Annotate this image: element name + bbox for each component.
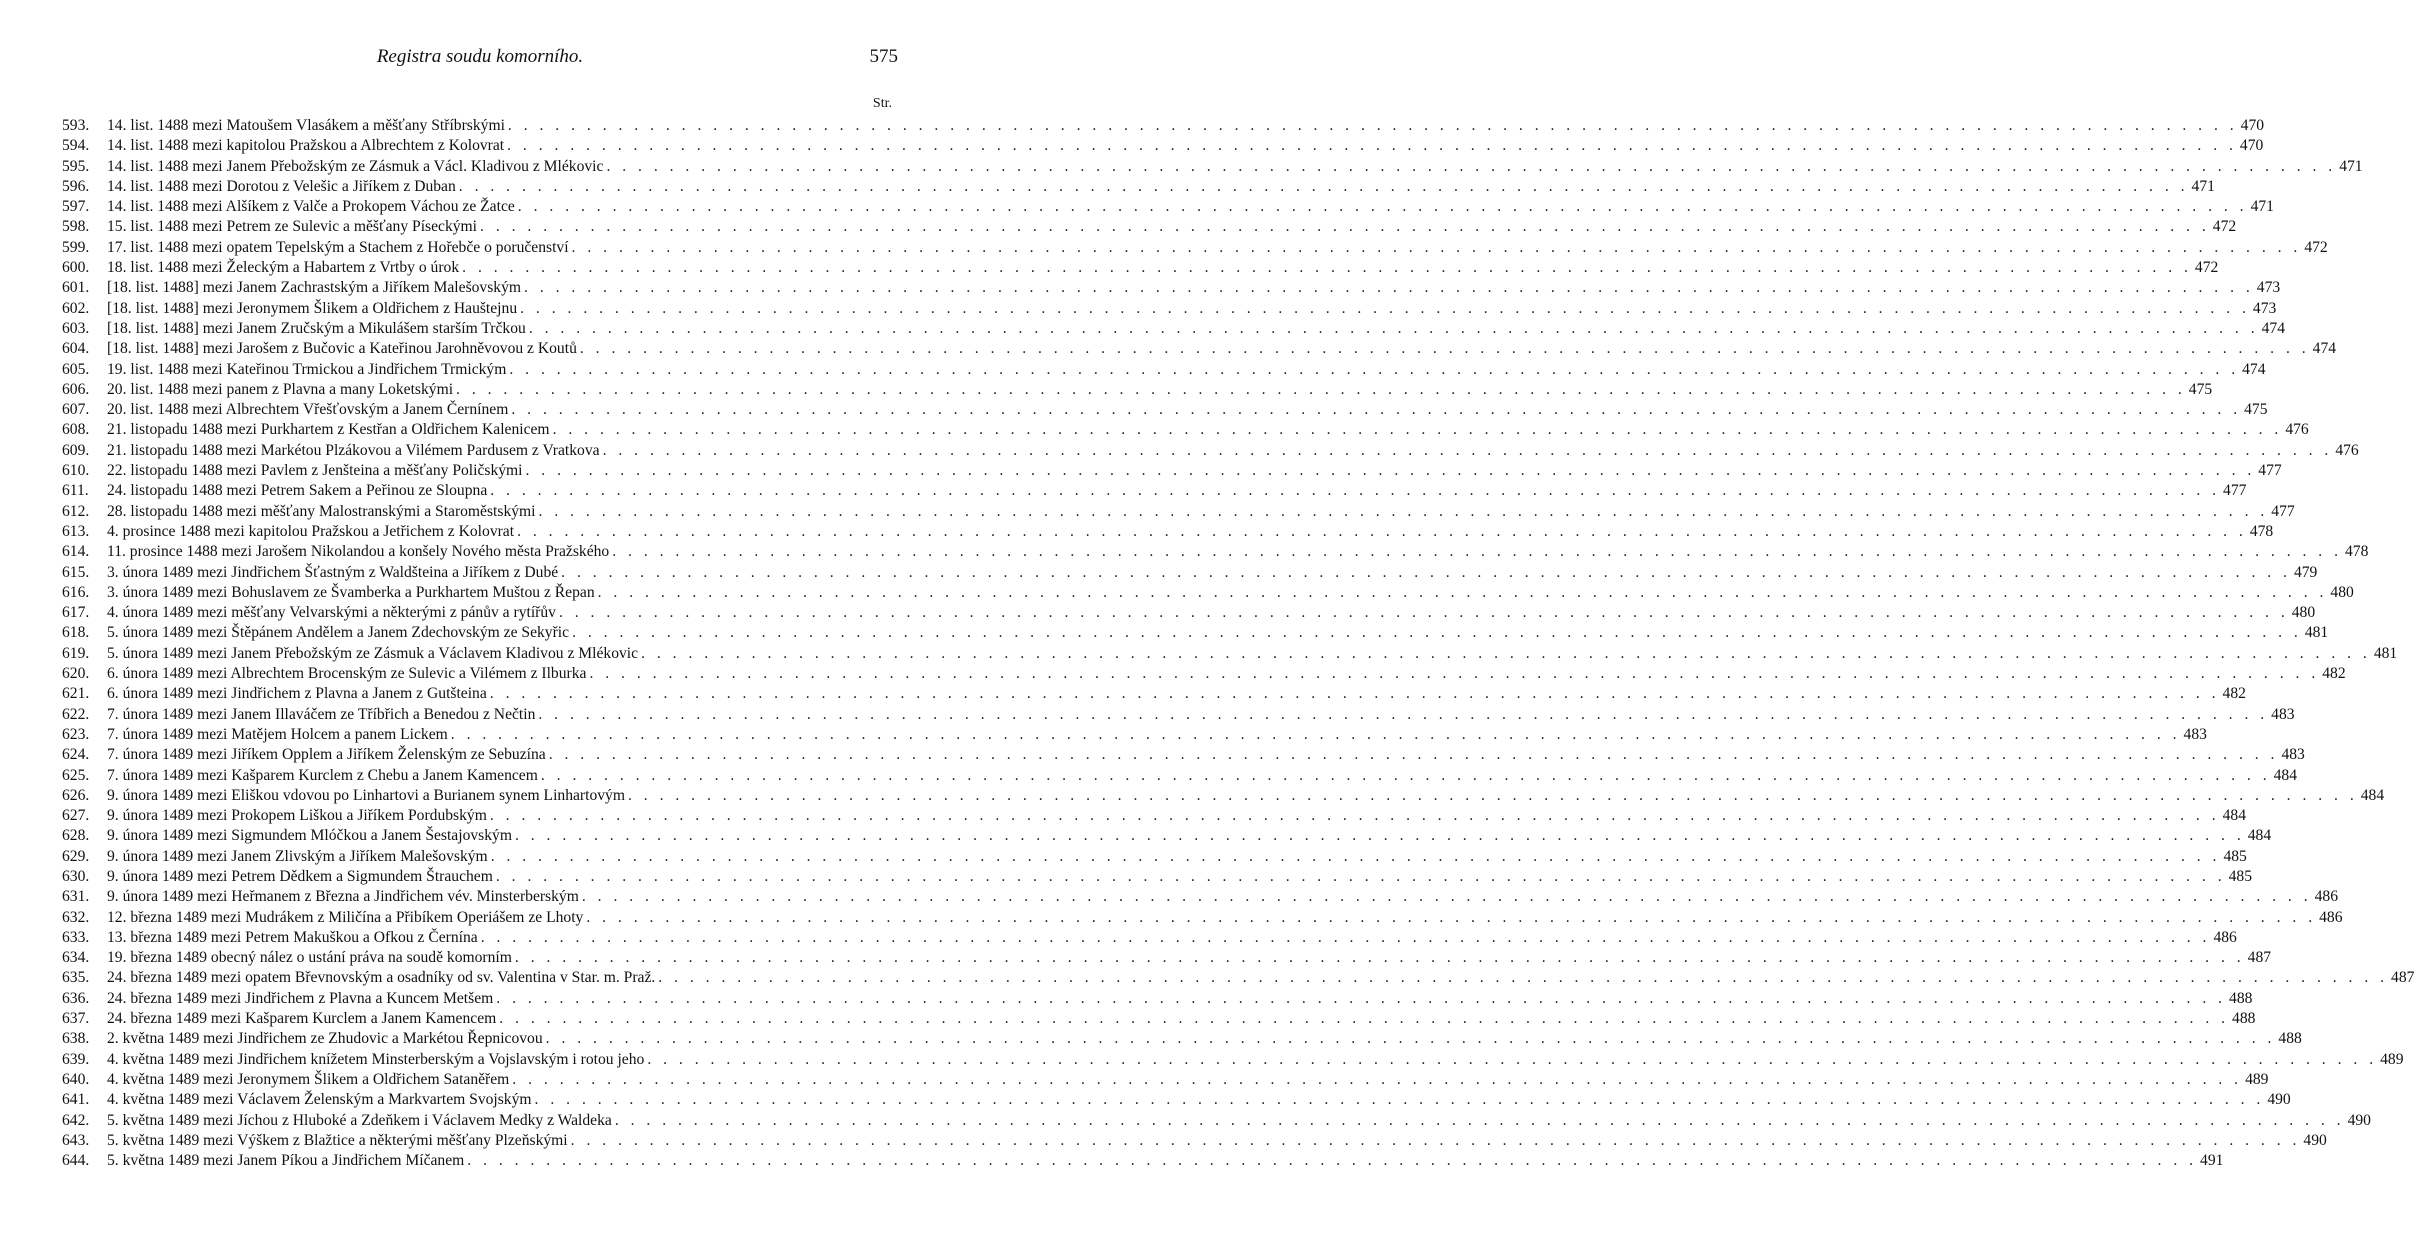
entry-number: 612.: [62, 502, 90, 520]
entry-number: 598.: [62, 218, 90, 236]
entry-number: 631.: [62, 888, 90, 906]
list-item: [62, 1009, 2256, 1029]
entry-text: 24. března 1489 mezi opatem Břevnovským a osadníky od sv. Valentina v Star. m. Praž.: [107, 969, 656, 987]
entry-page-number: 474: [2312, 340, 2337, 358]
entry-text: 15. list. 1488 mezi Petrem ze Sulevic a měšťany Píseckými: [107, 218, 478, 236]
entry-text: 9. února 1489 mezi Petrem Dědkem a Sigmundem Štrauchem: [107, 867, 493, 885]
entry-number: 596.: [62, 177, 90, 195]
list-item: [62, 766, 2297, 786]
dot-leader: [496, 867, 2226, 887]
entry-number: 619.: [62, 644, 90, 662]
page-column-label: Str.: [872, 96, 892, 111]
entry-number: 636.: [62, 989, 90, 1007]
entry-number: 600.: [62, 259, 90, 277]
entry-page-number: 489: [2380, 1050, 2404, 1068]
entry-text: 7. února 1489 mezi Kašparem Kurclem z Chebu a Janem Kamencem: [107, 766, 538, 784]
entry-page-number: 471: [2250, 198, 2274, 216]
entry-number: 603.: [62, 319, 90, 337]
list-item: [62, 583, 2354, 603]
list-item: [62, 299, 2277, 319]
entry-number: 610.: [62, 462, 90, 480]
dot-leader: [520, 299, 2250, 319]
page-header: [62, 46, 898, 72]
entry-text: 20. list. 1488 mezi Albrechtem Vřešťovským a Janem Černínem: [107, 401, 509, 419]
entry-page-number: 486: [2314, 888, 2339, 906]
entry-number: 621.: [62, 685, 90, 703]
dot-leader: [572, 623, 2302, 643]
dot-leader: [518, 197, 2248, 217]
entry-page-number: 488: [2232, 1010, 2256, 1028]
dot-leader: [561, 563, 2291, 583]
dot-leader: [612, 542, 2342, 562]
list-item: [62, 603, 2316, 623]
list-item: [62, 542, 2369, 562]
entry-page-number: 478: [2344, 543, 2369, 561]
list-item: [62, 664, 2346, 684]
dot-leader: [524, 278, 2254, 298]
dot-leader: [647, 1050, 2377, 1070]
entry-number: 605.: [62, 360, 90, 378]
entry-text: 14. list. 1488 mezi Janem Přebožským ze Zásmuk a Václ. Kladivou z Mlékovic: [107, 157, 604, 175]
list-item: [62, 563, 2318, 583]
entry-number: 624.: [62, 746, 90, 764]
list-item: [62, 380, 2213, 400]
entry-number: 626.: [62, 786, 90, 804]
list-item: [62, 684, 2246, 704]
list-item: [62, 258, 2219, 278]
dot-leader: [658, 968, 2388, 988]
entry-page-number: 490: [2267, 1091, 2291, 1109]
entry-page-number: 472: [2304, 238, 2328, 256]
entry-text: 9. února 1489 mezi Eliškou vdovou po Linhartovi a Burianem synem Linhartovým: [107, 786, 625, 804]
entry-number: 644.: [62, 1152, 90, 1170]
entry-text: 2. května 1489 mezi Jindřichem ze Zhudovic a Markétou Řepnicovou: [107, 1030, 543, 1048]
entry-page-number: 473: [2256, 279, 2281, 297]
entry-text: 28. listopadu 1488 mezi měšťany Malostranskými a Staroměstskými: [107, 502, 536, 520]
entry-page-number: 487: [2391, 969, 2414, 987]
list-item: [62, 644, 2398, 664]
dot-leader: [606, 157, 2336, 177]
entry-number: 614.: [62, 543, 90, 561]
dot-leader: [580, 339, 2310, 359]
dot-leader: [538, 705, 2268, 725]
dot-leader: [628, 786, 2358, 806]
entry-page-number: 476: [2335, 441, 2359, 459]
dot-leader: [603, 441, 2333, 461]
entry-text: 5. května 1489 mezi Výškem z Blažtice a některými měšťany Plzeňskými: [107, 1131, 568, 1149]
dot-leader: [535, 1090, 2265, 1110]
entry-page-number: 475: [2188, 380, 2213, 398]
entry-page-number: 485: [2223, 847, 2247, 865]
entry-page-number: 471: [2191, 177, 2215, 195]
entry-number: 642.: [62, 1111, 90, 1129]
entry-text: 19. března 1489 obecný nález o ustání práva na soudě komorním: [107, 949, 512, 967]
dot-leader: [509, 360, 2239, 380]
entry-text: 9. února 1489 mezi Heřmanem z Března a Jindřichem vév. Minsterberským: [107, 888, 579, 906]
dot-leader: [451, 725, 2181, 745]
dot-leader: [462, 258, 2192, 278]
entry-page-number: 486: [2319, 908, 2343, 926]
entry-text: 24. března 1489 mezi Jindřichem z Plavna a Kuncem Metšem: [107, 989, 494, 1007]
entry-page-number: 470: [2240, 117, 2265, 134]
entry-number: 611.: [62, 482, 89, 500]
dot-leader: [491, 847, 2221, 867]
entry-number: 593.: [62, 117, 90, 134]
entry-text: 5. května 1489 mezi Jíchou z Hluboké a Zdeňkem i Václavem Medky z Waldeka: [107, 1111, 612, 1129]
list-item: [62, 1070, 2269, 1090]
entry-page-number: 482: [2322, 665, 2346, 683]
entry-text: 9. února 1489 mezi Sigmundem Mlóčkou a Janem Šestajovským: [107, 827, 512, 845]
entry-text: 14. list. 1488 mezi Dorotou z Velešic a Jiříkem z Duban: [107, 177, 456, 195]
list-item: [62, 1151, 2224, 1171]
entry-page-number: 490: [2347, 1111, 2371, 1129]
entry-text: 14. list. 1488 mezi Alšíkem z Valče a Prokopem Váchou ze Žatce: [107, 198, 515, 216]
entry-text: [18. list. 1488] mezi Jarošem z Bučovic a Kateřinou Jarohněvovou z Koutů: [107, 340, 577, 358]
entry-page-number: 489: [2245, 1070, 2269, 1088]
entry-text: 7. února 1489 mezi Matějem Holcem a panem Lickem: [107, 725, 448, 743]
page-number: 575: [869, 46, 898, 67]
list-item: [62, 502, 2295, 522]
entry-number: 594.: [62, 137, 90, 155]
dot-leader: [456, 380, 2186, 400]
entry-text: [18. list. 1488] mezi Jeronymem Šlikem a Oldřichem z Hauštejnu: [107, 299, 518, 317]
entry-page-number: 474: [2242, 360, 2266, 378]
dot-leader: [508, 116, 2238, 136]
dot-leader: [541, 766, 2271, 786]
entry-page-number: 488: [2278, 1030, 2302, 1048]
entry-page-number: 472: [2194, 259, 2219, 277]
entry-number: 602.: [62, 299, 90, 317]
entry-page-number: 480: [2330, 583, 2354, 601]
dot-leader: [589, 664, 2319, 684]
entry-number: 597.: [62, 198, 90, 216]
dot-leader: [529, 319, 2259, 339]
list-item: [62, 826, 2272, 846]
dot-leader: [490, 481, 2220, 501]
entry-page-number: 483: [2281, 746, 2305, 764]
dot-leader: [526, 461, 2256, 481]
entry-number: 639.: [62, 1050, 90, 1068]
dot-leader: [515, 826, 2245, 846]
entry-text: 5. května 1489 mezi Janem Píkou a Jindřichem Míčanem: [107, 1152, 465, 1170]
entry-text: 19. list. 1488 mezi Kateřinou Trmickou a Jindřichem Trmickým: [107, 360, 507, 378]
entry-text: 20. list. 1488 mezi panem z Plavna a many Loketskými: [107, 380, 454, 398]
entry-number: 633.: [62, 928, 90, 946]
entry-number: 627.: [62, 807, 90, 825]
entry-number: 638.: [62, 1030, 90, 1048]
list-item: [62, 623, 2329, 643]
list-item: [62, 278, 2281, 298]
list-item: [62, 319, 2285, 339]
entry-text: 17. list. 1488 mezi opatem Tepelským a Stachem z Hořebče o poručenství: [107, 238, 569, 256]
entry-page-number: 473: [2252, 299, 2277, 317]
list-item: [62, 441, 2359, 461]
entry-page-number: 485: [2228, 867, 2253, 885]
entry-text: 6. února 1489 mezi Jindřichem z Plavna a Janem z Gutšteina: [107, 685, 487, 703]
entry-page-number: 478: [2249, 522, 2274, 540]
dot-leader: [499, 1009, 2229, 1029]
entry-number: 622.: [62, 705, 90, 723]
entry-text: 7. února 1489 mezi Janem Illaváčem ze Tříbřich a Benedou z Nečtin: [107, 705, 536, 723]
dot-leader: [553, 420, 2283, 440]
list-item: [62, 1111, 2371, 1131]
entry-text: 3. února 1489 mezi Jindřichem Šťastným z Waldšteina a Jiříkem z Dubé: [107, 563, 559, 581]
entry-number: 634.: [62, 949, 90, 967]
entry-text: 18. list. 1488 mezi Želeckým a Habartem z Vrtby o úrok: [107, 259, 460, 277]
entry-page-number: 490: [2303, 1131, 2327, 1149]
entry-page-number: 474: [2261, 319, 2285, 337]
entry-number: 630.: [62, 867, 90, 885]
list-item: [62, 887, 2339, 907]
list-item: [62, 928, 2237, 948]
entry-number: 623.: [62, 725, 90, 743]
entry-number: 643.: [62, 1131, 90, 1149]
entry-page-number: 487: [2247, 949, 2272, 967]
entry-page-number: 484: [2360, 786, 2385, 804]
entry-text: 24. března 1489 mezi Kašparem Kurclem a Janem Kamencem: [107, 1010, 497, 1028]
entry-number: 604.: [62, 340, 90, 358]
entry-page-number: 483: [2271, 705, 2295, 723]
entry-page-number: 477: [2223, 482, 2247, 500]
list-item: [62, 705, 2295, 725]
entry-number: 618.: [62, 624, 90, 642]
dot-leader: [641, 644, 2371, 664]
entry-number: 620.: [62, 665, 90, 683]
entry-text: 21. listopadu 1488 mezi Markétou Plzákovou a Vilémem Pardusem z Vratkova: [107, 441, 600, 459]
entry-text: [18. list. 1488] mezi Janem Zachrastským a Jiříkem Malešovským: [107, 279, 522, 297]
list-item: [62, 360, 2266, 380]
entry-number: 613.: [62, 522, 90, 540]
dot-leader: [507, 136, 2237, 156]
entry-text: 21. listopadu 1488 mezi Purkhartem z Kestřan a Oldřichem Kalenicem: [107, 421, 550, 439]
entry-number: 641.: [62, 1091, 90, 1109]
entry-text: 4. února 1489 mezi měšťany Velvarskými a některými z pánův a rytířův: [107, 604, 556, 622]
entry-text: 9. února 1489 mezi Janem Zlivským a Jiříkem Malešovským: [107, 847, 488, 865]
list-item: [62, 968, 2414, 988]
entry-text: 11. prosince 1488 mezi Jarošem Nikolandou a konšely Nového města Pražského: [107, 543, 610, 561]
entry-number: 635.: [62, 969, 90, 987]
entry-text: 9. února 1489 mezi Prokopem Liškou a Jiříkem Pordubským: [107, 807, 487, 825]
entry-text: 6. února 1489 mezi Albrechtem Brocenským ze Sulevic a Vilémem z Ilburka: [107, 665, 587, 683]
list-item: [62, 522, 2274, 542]
dot-leader: [490, 684, 2220, 704]
entry-number: 601.: [62, 279, 90, 297]
list-item: [62, 1050, 2404, 1070]
dot-leader: [511, 400, 2241, 420]
entry-page-number: 472: [2212, 218, 2237, 236]
entry-text: 4. prosince 1488 mezi kapitolou Pražskou a Jetřichem z Kolovrat: [107, 522, 515, 540]
dot-leader: [559, 603, 2289, 623]
list-item: [62, 786, 2385, 806]
entry-number: 607.: [62, 401, 90, 419]
entry-number: 629.: [62, 847, 90, 865]
list-item: [62, 1131, 2327, 1151]
entry-number: 625.: [62, 766, 90, 784]
list-item: [62, 420, 2309, 440]
list-item: [62, 725, 2207, 745]
entry-text: 4. května 1489 mezi Václavem Želenským a Markvartem Svojským: [107, 1091, 532, 1109]
entry-number: 637.: [62, 1010, 90, 1028]
dot-leader: [490, 806, 2220, 826]
entry-text: 4. května 1489 mezi Jeronymem Šlikem a Oldřichem Sataněřem: [107, 1070, 510, 1088]
entry-number: 599.: [62, 238, 90, 256]
list-item: [62, 400, 2268, 420]
entry-page-number: 491: [2200, 1152, 2224, 1170]
entry-page-number: 481: [2304, 624, 2329, 642]
entry-text: 5. února 1489 mezi Janem Přebožským ze Zásmuk a Václavem Kladivou z Mlékovic: [107, 644, 639, 662]
list-item: [62, 197, 2274, 217]
entry-page-number: 484: [2222, 807, 2246, 825]
entry-page-number: 476: [2285, 421, 2309, 439]
dot-leader: [549, 745, 2279, 765]
dot-leader: [515, 948, 2245, 968]
dot-leader: [512, 1070, 2242, 1090]
entry-number: 595.: [62, 157, 90, 175]
entry-number: 632.: [62, 908, 90, 926]
entry-page-number: 471: [2339, 157, 2363, 175]
entry-text: 14. list. 1488 mezi kapitolou Pražskou a Albrechtem z Kolovrat: [107, 137, 505, 155]
dot-leader: [481, 928, 2211, 948]
dot-leader: [586, 908, 2316, 928]
entry-page-number: 484: [2273, 766, 2297, 784]
list-item: [62, 847, 2247, 867]
entry-number: 608.: [62, 421, 90, 439]
list-item: [62, 116, 2265, 136]
list-item: [62, 177, 2215, 197]
entry-text: 3. února 1489 mezi Bohuslavem ze Švamberka a Purkhartem Muštou z Řepan: [107, 583, 595, 601]
dot-leader: [517, 522, 2247, 542]
dot-leader: [571, 1131, 2301, 1151]
entry-number: 616.: [62, 583, 90, 601]
entry-page-number: 475: [2244, 401, 2268, 419]
entry-text: 22. listopadu 1488 mezi Pavlem z Jenšteina a měšťany Poličskými: [107, 462, 523, 480]
list-item: [62, 989, 2253, 1009]
dot-leader: [546, 1029, 2276, 1049]
entry-text: [18. list. 1488] mezi Janem Zručským a Mikulášem starším Trčkou: [107, 319, 526, 337]
list-item: [62, 461, 2282, 481]
entry-page-number: 477: [2271, 502, 2295, 520]
dot-leader: [572, 238, 2302, 258]
list-item: [62, 1029, 2302, 1049]
entry-number: 609.: [62, 441, 90, 459]
entry-page-number: 486: [2213, 928, 2237, 946]
entry-number: 606.: [62, 380, 90, 398]
entry-number: 628.: [62, 827, 90, 845]
entry-text: 13. března 1489 mezi Petrem Makuškou a Ofkou z Černína: [107, 928, 478, 946]
list-item: [62, 481, 2247, 501]
dot-leader: [496, 989, 2226, 1009]
entry-text: 24. listopadu 1488 mezi Petrem Sakem a Peřinou ze Sloupna: [107, 482, 488, 500]
dot-leader: [582, 887, 2312, 907]
dot-leader: [598, 583, 2328, 603]
entry-text: 4. května 1489 mezi Jindřichem knížetem Minsterberským a Vojslavským i rotou jeho: [107, 1050, 645, 1068]
list-item: [62, 908, 2343, 928]
dot-leader: [459, 177, 2189, 197]
entry-text: 12. března 1489 mezi Mudrákem z Miličína a Přibíkem Operiášem ze Lhoty: [107, 908, 584, 926]
list-item: [62, 948, 2272, 968]
entry-number: 615.: [62, 563, 90, 581]
entry-text: 14. list. 1488 mezi Matoušem Vlasákem a měšťany Stříbrskými: [107, 117, 505, 134]
list-item: [62, 157, 2363, 177]
list-item: [62, 339, 2337, 359]
entry-page-number: 480: [2291, 604, 2316, 622]
entry-text: 5. února 1489 mezi Štěpánem Andělem a Janem Zdechovským ze Sekyřic: [107, 624, 570, 642]
running-title: Registra soudu komorního.: [376, 46, 584, 67]
entry-page-number: 479: [2293, 563, 2318, 581]
dot-leader: [539, 502, 2269, 522]
entry-text: 7. února 1489 mezi Jiříkem Opplem a Jiříkem Želenským ze Sebuzína: [107, 746, 546, 764]
list-item: [62, 136, 2264, 156]
list-item: [62, 867, 2253, 887]
table-of-contents: [62, 116, 2414, 1171]
list-item: [62, 806, 2246, 826]
entry-number: 640.: [62, 1070, 90, 1088]
list-item: [62, 1090, 2291, 1110]
dot-leader: [615, 1111, 2345, 1131]
list-item: [62, 745, 2305, 765]
dot-leader: [480, 217, 2210, 237]
entry-page-number: 481: [2373, 644, 2398, 662]
entry-page-number: 470: [2239, 137, 2264, 155]
dot-leader: [467, 1151, 2197, 1171]
list-item: [62, 217, 2237, 237]
entry-page-number: 484: [2247, 827, 2272, 845]
list-item: [62, 238, 2328, 258]
entry-number: 617.: [62, 604, 90, 622]
entry-page-number: 483: [2183, 725, 2207, 743]
entry-page-number: 488: [2229, 989, 2253, 1007]
entry-page-number: 482: [2222, 685, 2246, 703]
entry-page-number: 477: [2258, 462, 2282, 480]
